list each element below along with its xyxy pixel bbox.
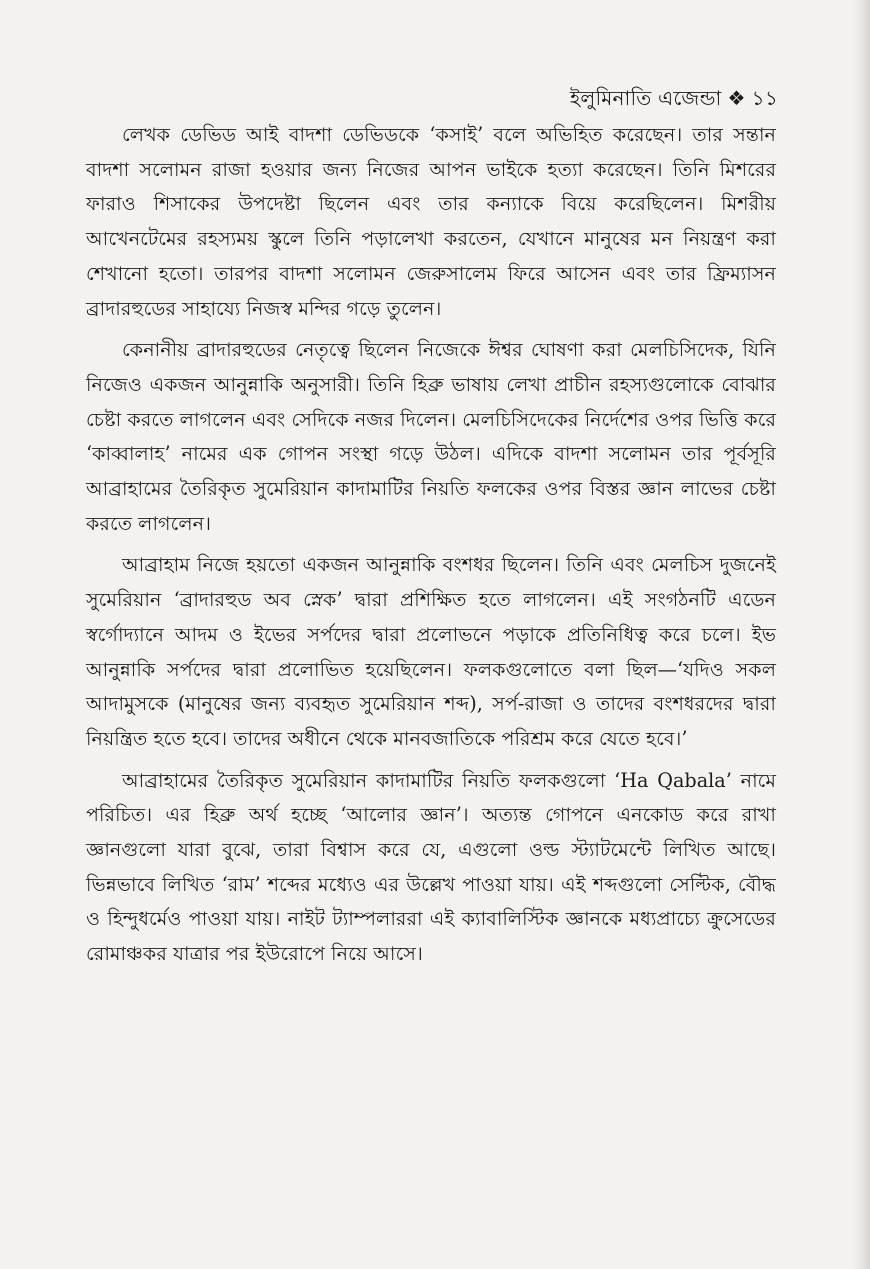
page-edge-shadow — [852, 0, 870, 1269]
running-header — [570, 86, 778, 110]
ornament-icon: ❖ — [727, 86, 746, 110]
paragraph-3: আব্রাহাম নিজে হয়তো একজন আনুন্নাকি বংশধর ছিলেন। তিনি এবং মেলচিস দুজনেই সুমেরিয়ান ‘ব্রাদারহুড অব স্নেক’ দ্বারা প্রশিক্ষিত হতে লাগলেন। এই সংগঠনটি এডেন স্বর্গোদ্যানে আদম ও ইভের সর্পদের দ্বারা প্রলোভনে পড়াকে প্রতিনিধিত্ব করে চলে। ইভ আনুন্নাকি সর্পদের দ্বারা প্রলোভিত হয়েছিলেন। ফলকগুলোতে বলা ছিল—‘যদিও সকল আদামুসকে (মানুষের জন্য ব্যবহৃত সুমেরিয়ান শব্দ), সর্প-রাজা ও তাদের বংশধরদের দ্বারা নিয়ন্ত্রিত হতে হবে। তাদের অধীনে থেকে মানবজাতিকে পরিশ্রম করে যেতে হবে।’ — [86, 553, 776, 750]
body-text — [86, 118, 776, 972]
paragraph-1: লেখক ডেভিড আই বাদশা ডেভিডকে ‘কসাই’ বলে অভিহিত করেছেন। তার সন্তান বাদশা সলোমন রাজা হওয়ার জন্য নিজের আপন ভাইকে হত্যা করেছেন। তিনি মিশরের ফারাও শিসাকের উপদেষ্টা ছিলেন এবং তার কন্যাকে বিয়ে করেছিলেন। মিশরীয় আখেনটেমের রহস্যময় স্কুলে তিনি পড়ালেখা করতেন, যেখানে মানুষের মন নিয়ন্ত্রণ করা শেখানো হতো। তারপর বাদশা সলোমন জেরুসালেম ফিরে আসেন এবং তার ফ্রিম্যাসন ব্রাদারহুডের সাহায্যে নিজস্ব মন্দির গড়ে তুলেন। — [86, 123, 776, 320]
paragraph-2: কেনানীয় ব্রাদারহুডের নেতৃত্বে ছিলেন নিজেকে ঈশ্বর ঘোষণা করা মেলচিসিদেক, যিনি নিজেও একজন আনুন্নাকি অনুসারী। তিনি হিব্রু ভাষায় লেখা প্রাচীন রহস্যগুলোকে বোঝার চেষ্টা করতে লাগলেন এবং সেদিকে নজর দিলেন। মেলচিসিদেকের নির্দেশের ওপর ভিত্তি করে ‘কাব্বালাহ’ নামের এক গোপন সংস্থা গড়ে উঠল। এদিকে বাদশা সলোমন তার পূর্বসূরি আব্রাহামের তৈরিকৃত সুমেরিয়ান কাদামাটির নিয়তি ফলকের ওপর বিস্তর জ্ঞান লাভের চেষ্টা করতে লাগলেন। — [86, 338, 776, 535]
page-number: ১১ — [751, 86, 778, 110]
paragraph-4: আব্রাহামের তৈরিকৃত সুমেরিয়ান কাদামাটির নিয়তি ফলকগুলো ‘Ha Qabala’ নামে পরিচিত। এর হিব্রু অর্থ হচ্ছে ‘আলোর জ্ঞান’। অত্যন্ত গোপনে এনকোড করে রাখা জ্ঞানগুলো যারা বুঝে, তারা বিশ্বাস করে যে, এগুলো ওল্ড স্ট্যাটমেন্টে লিখিত আছে। ভিন্নভাবে লিখিত ‘রাম’ শব্দের মধ্যেও এর উল্লেখ পাওয়া যায়। এই শব্দগুলো সেল্টিক, বৌদ্ধ ও হিন্দুধর্মেও পাওয়া যায়। নাইট ট্যাম্পলাররা এই ক্যাবালিস্টিক জ্ঞানকে মধ্যপ্রাচ্যে ক্রুসেডের রোমাঞ্চকর যাত্রার পর ইউরোপে নিয়ে আসে। — [86, 768, 776, 966]
book-title: ইলুমিনাতি এজেন্ডা — [569, 86, 722, 110]
